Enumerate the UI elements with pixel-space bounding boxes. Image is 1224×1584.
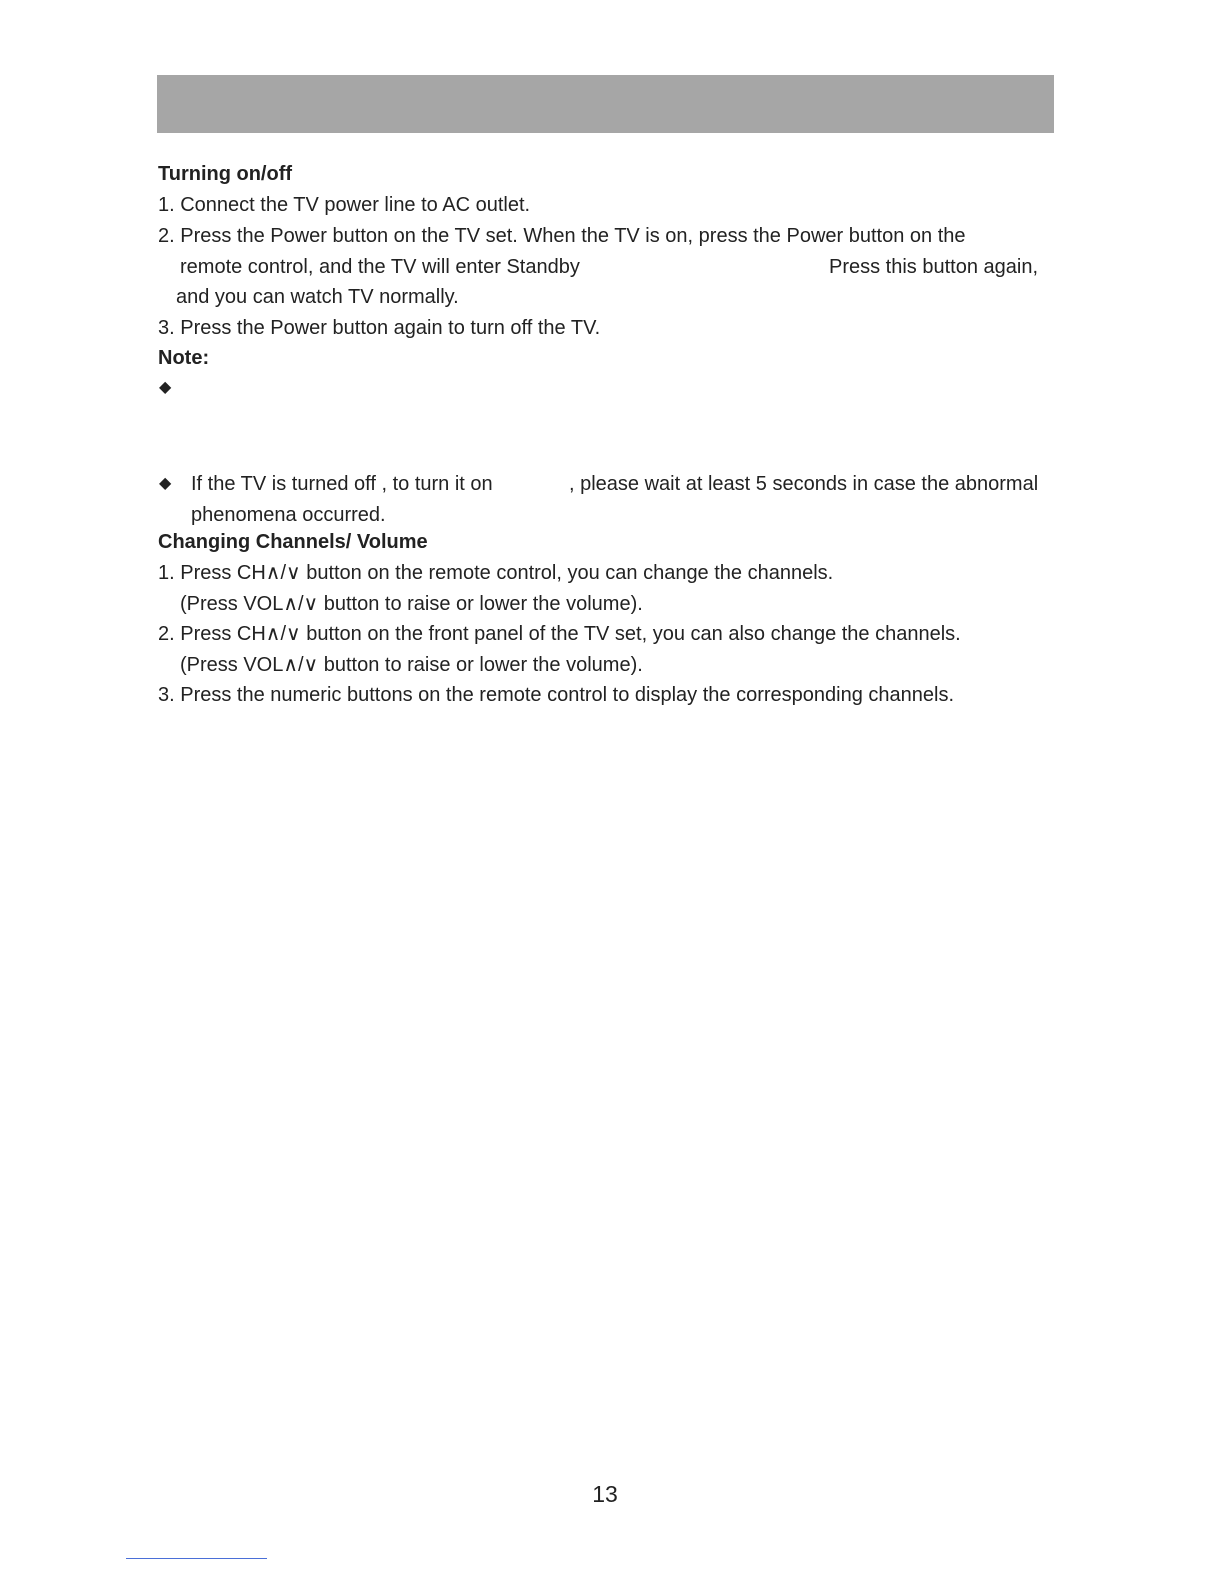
channels-step-1-line-1: 1. Press CH∧/∨ button on the remote control, you can change the channels. bbox=[158, 562, 834, 584]
note-bullet-2-icon: ◆ bbox=[159, 475, 172, 492]
note-heading: Note: bbox=[158, 347, 210, 369]
channels-step-3: 3. Press the numeric buttons on the remote control to display the corresponding channels. bbox=[158, 684, 955, 706]
page-number: 13 bbox=[592, 1481, 618, 1507]
note-item-2-line-2: phenomena occurred. bbox=[191, 504, 386, 526]
note-item-2-line-1a: If the TV is turned off , to turn it on bbox=[191, 473, 493, 495]
turning-step-2-line-1: 2. Press the Power button on the TV set. When the TV is on, press the Power button on the bbox=[158, 225, 966, 247]
section-header-bar bbox=[157, 75, 1054, 133]
turning-step-3: 3. Press the Power button again to turn off the TV. bbox=[158, 317, 601, 339]
turning-on-off-heading: Turning on/off bbox=[158, 163, 293, 185]
note-item-2-line-1b: , please wait at least 5 seconds in case the abnormal bbox=[569, 473, 1039, 495]
note-bullet-1-icon: ◆ bbox=[159, 379, 172, 396]
channels-step-2-line-2: (Press VOL∧/∨ button to raise or lower the volume). bbox=[180, 654, 643, 676]
channels-step-1-line-2: (Press VOL∧/∨ button to raise or lower the volume). bbox=[180, 593, 643, 615]
channels-step-2-line-1: 2. Press CH∧/∨ button on the front panel of the TV set, you can also change the channels. bbox=[158, 623, 961, 645]
channels-volume-heading: Changing Channels/ Volume bbox=[158, 531, 428, 553]
turning-step-2-line-2b: Press this button again, bbox=[829, 256, 1039, 278]
footer-rule bbox=[126, 1558, 267, 1559]
turning-step-1: 1. Connect the TV power line to AC outlet. bbox=[158, 194, 531, 216]
turning-step-2-line-2a: remote control, and the TV will enter Standby bbox=[180, 256, 580, 278]
turning-step-2-line-3: and you can watch TV normally. bbox=[176, 286, 459, 308]
